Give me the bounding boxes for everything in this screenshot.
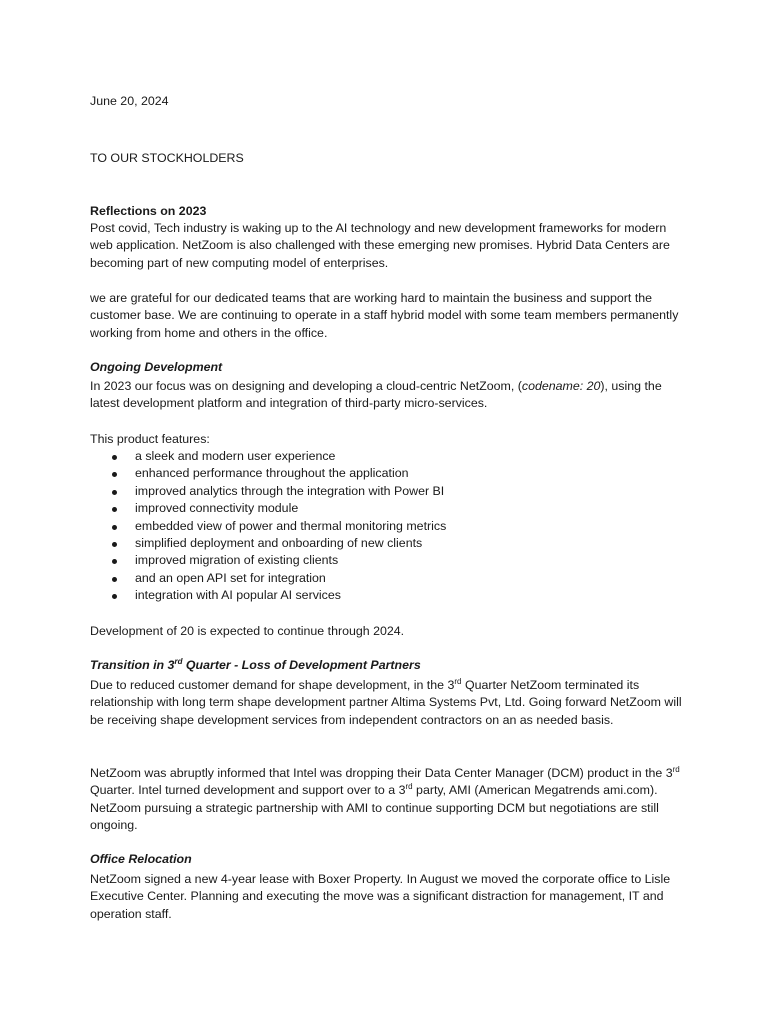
- features-list: [90, 448, 690, 605]
- feature-item-label: and an open API set for integration: [135, 570, 326, 585]
- ongoing-development-heading: Ongoing Development: [90, 360, 223, 374]
- feature-item: [90, 570, 690, 587]
- feature-item-label: embedded view of power and thermal monitoring metrics: [135, 518, 447, 533]
- feature-item: [90, 465, 690, 482]
- feature-item: [90, 448, 690, 465]
- transition-paragraph-2: [90, 765, 690, 835]
- bullet-icon: [112, 559, 117, 564]
- transition-p1-pre: Due to reduced customer demand for shape development, in the 3: [90, 678, 455, 692]
- bullet-icon: [112, 455, 117, 460]
- feature-item: [90, 552, 690, 569]
- relocation-heading: Office Relocation: [90, 852, 192, 866]
- intro-text-post: ), using the latest development platform and integration of third-party micro-services.: [90, 379, 662, 411]
- transition-heading-post: Quarter - Loss of Development Partners: [182, 658, 421, 672]
- transition-heading-pre: Transition in 3: [90, 658, 175, 672]
- feature-item-label: integration with AI popular AI services: [135, 588, 341, 603]
- bullet-icon: [112, 542, 117, 547]
- feature-item-label: enhanced performance throughout the application: [135, 466, 409, 481]
- feature-item: [90, 500, 690, 517]
- intro-codename: codename: 20: [521, 379, 601, 393]
- relocation-paragraph: NetZoom signed a new 4-year lease with Boxer Property. In August we moved the corporate office to Lisle Executive Center. Planning and executing the move was a significant distraction for management, IT and operation staff.: [90, 872, 671, 921]
- letter-date: June 20, 2024: [90, 94, 169, 108]
- transition-heading: [90, 657, 690, 674]
- feature-item-label: improved connectivity module: [135, 501, 299, 516]
- transition-p1-sup: rd: [454, 676, 462, 686]
- transition-p2-a: NetZoom was abruptly informed that Intel was dropping their Data Center Manager (DCM) product in the 3: [90, 766, 673, 780]
- feature-item-label: a sleek and modern user experience: [135, 449, 336, 463]
- bullet-icon: [112, 490, 117, 495]
- feature-item-label: improved migration of existing clients: [135, 553, 339, 568]
- bullet-icon: [112, 594, 117, 599]
- bullet-icon: [112, 507, 117, 512]
- transition-p2-b: Quarter. Intel turned development and support over to a 3: [90, 783, 406, 798]
- transition-paragraph-1: [90, 677, 690, 729]
- bullet-icon: [112, 577, 117, 582]
- bullet-icon: [112, 525, 117, 530]
- development-closing: Development of 20 is expected to continue through 2024.: [90, 624, 405, 638]
- reflections-heading: Reflections on 2023: [90, 204, 207, 218]
- transition-p2-sup-2: rd: [405, 782, 413, 792]
- feature-item-label: simplified deployment and onboarding of new clients: [135, 535, 423, 550]
- reflections-paragraph-1: Post covid, Tech industry is waking up to the AI technology and new development frameworks for modern web application. NetZoom is also challenged with these emerging new promises. Hybrid Data Centers are becoming part of new computing model of enterprises.: [90, 221, 670, 270]
- transition-heading-sup: rd: [174, 656, 183, 666]
- bullet-icon: [112, 472, 117, 477]
- feature-item: [90, 483, 690, 500]
- feature-item: [90, 587, 690, 604]
- transition-p1-post: Quarter NetZoom terminated its relationship with long term shape development partner Altima Systems Pvt, Ltd. Going forward NetZoom will be receiving shape development services from independent contractors on an as needed basis.: [90, 678, 682, 727]
- reflections-paragraph-2: we are grateful for our dedicated teams that are working hard to maintain the business and support the customer base. We are continuing to operate in a staff hybrid model with some team members permanently working from home and others in the office.: [90, 291, 679, 340]
- ongoing-development-intro: [90, 378, 690, 413]
- transition-p2-sup-1: rd: [672, 764, 680, 774]
- feature-item: [90, 535, 690, 552]
- letter-salutation: TO OUR STOCKHOLDERS: [90, 151, 244, 165]
- feature-item-label: improved analytics through the integration with Power BI: [135, 483, 445, 498]
- feature-item: [90, 518, 690, 535]
- intro-text-pre: In 2023 our focus was on designing and developing a cloud-centric NetZoom, (: [90, 379, 522, 393]
- features-label: This product features:: [90, 432, 210, 446]
- transition-p2-c: party, AMI (American Megatrends ami.com). NetZoom pursuing a strategic partnership with AMI to continue supporting DCM but negotiations are still ongoing.: [90, 783, 659, 833]
